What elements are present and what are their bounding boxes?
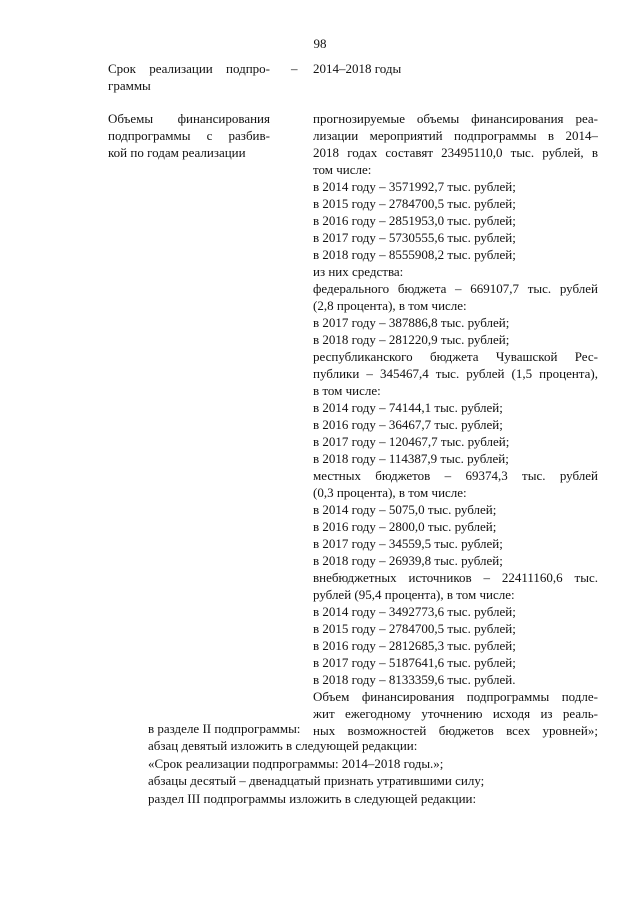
value-line: в 2018 году – 281220,9 тыс. рублей;	[313, 332, 510, 347]
value-line: в 2017 году – 5187641,6 тыс. рублей;	[313, 655, 516, 670]
value-line: в том числе:	[313, 383, 381, 398]
value-line: в 2016 году – 2812685,3 тыс. рублей;	[313, 638, 516, 653]
label-line: подпрограммы с разбив-	[108, 128, 270, 143]
value-line: ных возможностей бюджетов всех уровней»;	[313, 723, 598, 738]
value-line: рублей (95,4 процента), в том числе:	[313, 587, 515, 602]
label-line: Объемы финансирования	[108, 111, 270, 126]
value-line: 2014–2018 годы	[313, 61, 402, 76]
value-line: в 2017 году – 387886,8 тыс. рублей;	[313, 315, 510, 330]
closing-paragraphs	[148, 720, 618, 807]
value-line: в 2016 году – 36467,7 тыс. рублей;	[313, 417, 503, 432]
value-line: том числе:	[313, 162, 372, 177]
value-line: в 2014 году – 3571992,7 тыс. рублей;	[313, 179, 516, 194]
value-line: в 2017 году – 120467,7 тыс. рублей;	[313, 434, 510, 449]
value-line: федерального бюджета – 669107,7 тыс. рублей	[313, 281, 598, 296]
row-period-value	[313, 60, 598, 77]
closing-line: «Срок реализации подпрограммы: 2014–2018 годы.»;	[148, 755, 444, 771]
value-line: прогнозируемые объемы финансирования реа-	[313, 111, 598, 126]
row-financing-value	[313, 110, 598, 739]
value-line: в 2018 году – 8555908,2 тыс. рублей;	[313, 247, 516, 262]
value-line: (2,8 процента), в том числе:	[313, 298, 467, 313]
value-line: в 2017 году – 5730555,6 тыс. рублей;	[313, 230, 516, 245]
value-line: в 2018 году – 26939,8 тыс. рублей;	[313, 553, 503, 568]
value-line: публики – 345467,4 тыс. рублей (1,5 процента),	[313, 366, 598, 381]
value-line: в 2018 году – 8133359,6 тыс. рублей.	[313, 672, 516, 687]
value-line: в 2015 году – 2784700,5 тыс. рублей;	[313, 621, 516, 636]
value-line: в 2017 году – 34559,5 тыс. рублей;	[313, 536, 503, 551]
value-line: в 2014 году – 5075,0 тыс. рублей;	[313, 502, 497, 517]
closing-line: раздел III подпрограммы изложить в следующей редакции:	[148, 790, 477, 806]
label-line: кой по годам реализации	[108, 145, 246, 160]
value-line: (0,3 процента), в том числе:	[313, 485, 467, 500]
closing-line: абзацы десятый – двенадцатый признать утратившими силу;	[148, 773, 485, 789]
label-line: граммы	[108, 78, 151, 93]
closing-line: абзац девятый изложить в следующей редакции:	[148, 738, 418, 754]
value-line: внебюджетных источников – 22411160,6 тыс.	[313, 570, 598, 585]
label-line: Срок реализации подпро-	[108, 61, 270, 76]
value-line: в 2014 году – 3492773,6 тыс. рублей;	[313, 604, 516, 619]
value-line: в 2016 году – 2800,0 тыс. рублей;	[313, 519, 497, 534]
value-line: из них средства:	[313, 264, 404, 279]
value-line: лизации мероприятий подпрограммы в 2014–	[313, 128, 598, 143]
closing-line: в разделе II подпрограммы:	[148, 721, 301, 736]
value-line: в 2018 году – 114387,9 тыс. рублей;	[313, 451, 509, 466]
value-line: республиканского бюджета Чувашской Рес-	[313, 349, 598, 364]
value-line: 2018 годах составят 23495110,0 тыс. рублей, в	[313, 145, 598, 160]
row-period-label	[108, 60, 270, 94]
row-period-dash: –	[291, 61, 298, 76]
value-line: местных бюджетов – 69374,3 тыс. рублей	[313, 468, 598, 483]
row-financing-label	[108, 110, 270, 161]
value-line: в 2014 году – 74144,1 тыс. рублей;	[313, 400, 503, 415]
value-line: Объем финансирования подпрограммы подле-	[313, 689, 598, 704]
value-line: жит ежегодному уточнению исходя из реаль-	[313, 706, 598, 721]
page-number: 98	[313, 36, 327, 51]
value-line: в 2015 году – 2784700,5 тыс. рублей;	[313, 196, 516, 211]
value-line: в 2016 году – 2851953,0 тыс. рублей;	[313, 213, 516, 228]
